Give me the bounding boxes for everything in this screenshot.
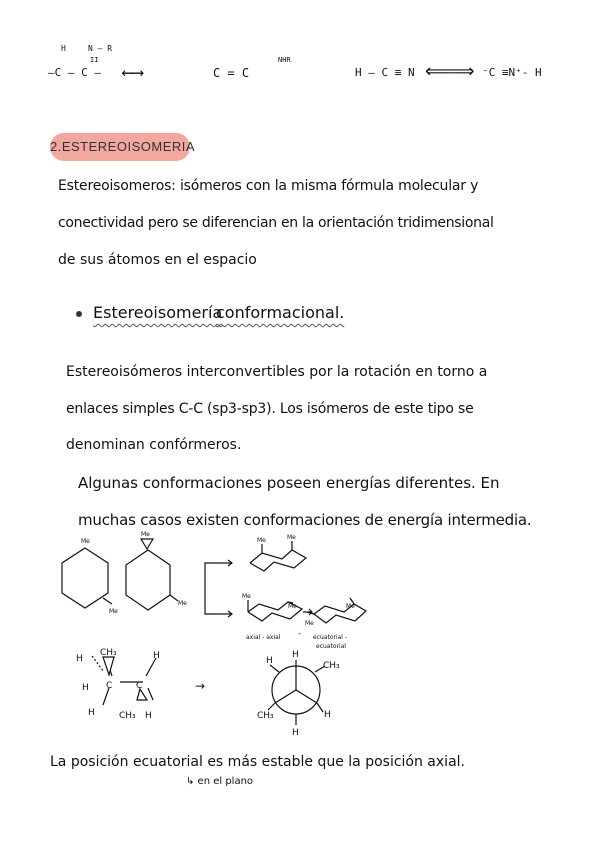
conf-line-2: enlaces simples C-C (sp3-sp3). Los isómeros de este tipo se [66, 401, 474, 417]
me-label-8: Me [288, 603, 297, 610]
equilibrium-arrow-icon: ⟵⟶ [123, 62, 141, 83]
sawhorse-c-2: C [136, 681, 143, 691]
me-label-2: Me [109, 608, 118, 615]
ecuatorial-label-2: ecuatorial [316, 643, 346, 650]
nhr-label: NHR [278, 56, 291, 64]
me-label-10: Me [346, 603, 355, 610]
definition-line-1: Estereoisomeros: isómeros con la misma fórmula molecular y [58, 178, 479, 194]
chair-1 [250, 550, 306, 571]
imine-backbone: –C – C – [48, 66, 101, 79]
cyclopropyl-2 [141, 539, 153, 549]
bullet-word-2: conformacional. [216, 303, 345, 322]
bullet-word-1: Estereoisomería [93, 303, 223, 322]
conformer-diagrams [0, 530, 600, 740]
sawhorse-h-1: H [76, 654, 83, 664]
sawhorse-ch3-bottom: CH₃ [119, 711, 136, 721]
sawhorse-c-1: C [106, 681, 113, 691]
me-label-5: Me [257, 537, 266, 544]
newman-h-top: H [292, 650, 299, 660]
newman-h-right: H [324, 710, 331, 720]
newman-ch3-left: CH₃ [257, 711, 274, 721]
me-label-9: Me [305, 620, 314, 627]
sawhorse-h-4: H [88, 708, 95, 718]
conf-line-1: Estereoisómeros interconvertibles por la rotación en torno a [66, 364, 488, 380]
newman-h-bottom: H [292, 728, 299, 738]
conf-line-4: Algunas conformaciones poseen energías diferentes. En [78, 474, 500, 492]
axial-axial-label: axial - axial [246, 634, 281, 641]
sawhorse-h-5: H [145, 711, 152, 721]
ecuatorial-label-1: ecuatorial - [313, 634, 348, 641]
newman-h-left: H [266, 656, 273, 666]
bracket-arrow-icon [205, 563, 218, 614]
h-label: H [61, 44, 66, 53]
section-title-badge [50, 133, 196, 161]
sawhorse-h-3: H [82, 683, 89, 693]
newman-arrow-icon: → [195, 679, 206, 693]
bullet-dot-icon [76, 311, 82, 317]
sawhorse-h-2: H [153, 651, 160, 661]
newman-ch3-right: CH₃ [323, 661, 340, 671]
conclusion-note: ↳ en el plano [186, 776, 254, 787]
double-bond-mark: II [90, 56, 99, 64]
section-title: 2.ESTEREOISOMERIA [50, 139, 196, 154]
chair-3 [314, 604, 366, 623]
sawhorse-wedge-1 [103, 657, 114, 675]
cyclohexane-1 [62, 548, 108, 608]
n-r-label: N – R [88, 44, 113, 53]
conclusion-text: La posición ecuatorial es más estable que la posición axial. [50, 754, 465, 770]
isocyanide-right: ⁻C ≡N⁺- H [482, 66, 542, 79]
me-label-1: Me [81, 538, 90, 545]
definition-line-2: conectividad pero se diferencian en la orientación tridimensional [58, 215, 494, 231]
enamine-backbone: C = C [213, 66, 250, 80]
me-label-6: Me [287, 534, 296, 541]
conf-line-5: muchas casos existen conformaciones de energía intermedia. [78, 511, 532, 529]
hcn-left: H – C ≡ N [355, 66, 415, 79]
sawhorse-ch3-top: CH₃ [100, 648, 117, 658]
conf-line-3: denominan confórmeros. [66, 437, 242, 453]
me-label-4: Me [178, 600, 187, 607]
me-label-3: Me [141, 531, 150, 538]
cyclohexane-2 [126, 550, 170, 610]
resonance-arrow-icon: ⟸⟹ [425, 61, 473, 82]
dash-label: - [298, 629, 301, 638]
me-label-7: Me [242, 593, 251, 600]
definition-line-3: de sus átomos en el espacio [58, 252, 257, 268]
